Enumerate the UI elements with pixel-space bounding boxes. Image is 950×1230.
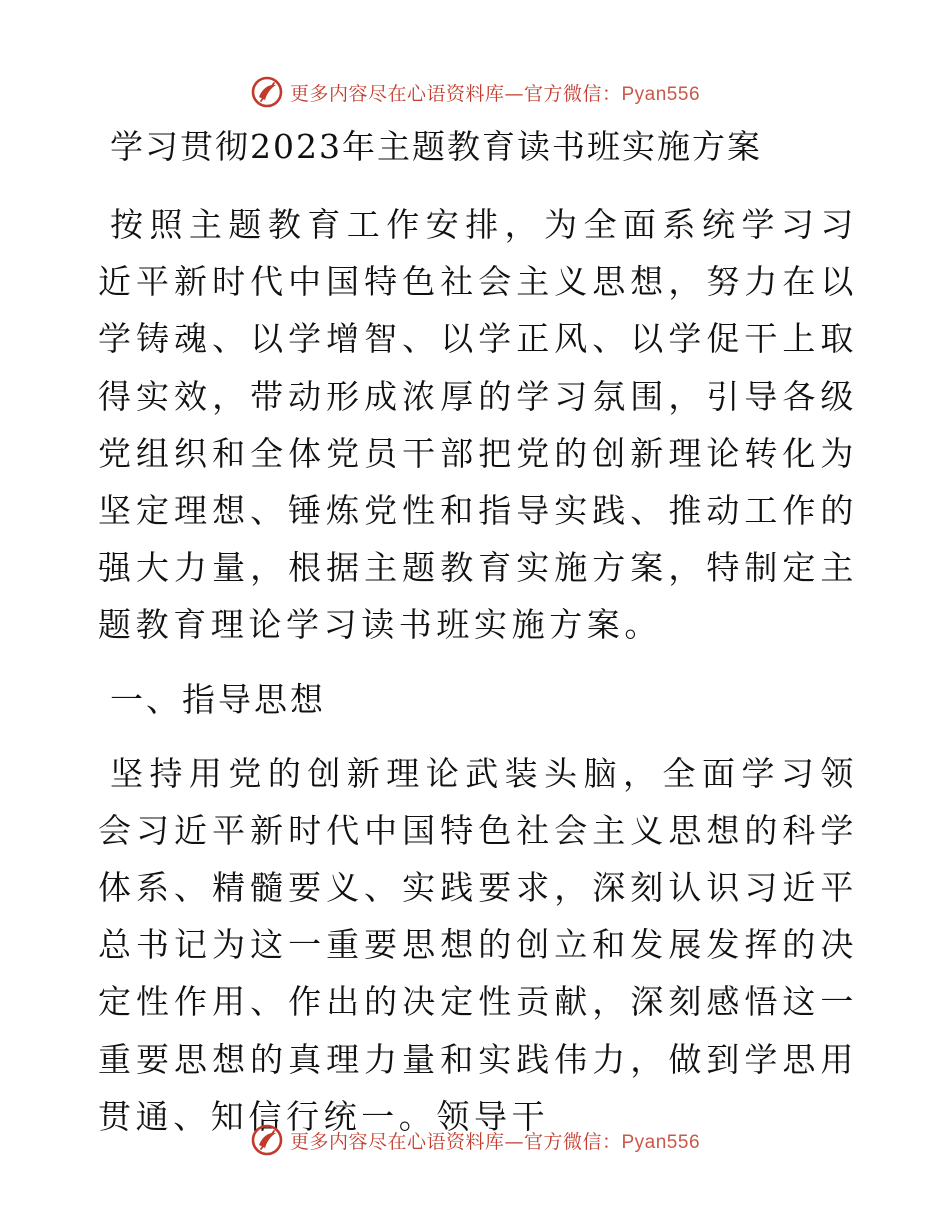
watermark-text — [290, 79, 700, 106]
section-paragraph: 坚持用党的创新理论武装头脑，全面学习领会习近平新时代中国特色社会主义思想的科学体系、精髓要义、实践要求，深刻认识习近平总书记为这一重要思想的创立和发展发挥的决定性作用、作出的决定性贡献，深刻感悟这一重要思想的真理力量和实践伟力，做到学思用贯通、知信行统一。领导干 — [98, 753, 858, 1136]
watermark-wechat-id: Pyan556 — [621, 83, 701, 105]
watermark-wechat-id: Pyan556 — [621, 1131, 701, 1153]
header-watermark — [0, 72, 950, 112]
intro-paragraph: 按照主题教育工作安排，为全面系统学习习近平新时代中国特色社会主义思想，努力在以学铸魂、以学增智、以学正风、以学促干上取得实效，带动形成浓厚的学习氛围，引导各级党组织和全体党员干部把党的创新理论转化为坚定理想、锤炼党性和指导实践、推动工作的强大力量，根据主题教育实施方案，特制定主题教育理论学习读书班实施方案。 — [98, 205, 858, 645]
watermark-label: 更多内容尽在心语资料库—官方微信： — [289, 1130, 622, 1153]
watermark-group — [250, 75, 700, 109]
seal-logo-icon — [250, 1123, 284, 1157]
document-title: 学习贯彻2023年主题教育读书班实施方案 — [110, 127, 762, 166]
watermark-label: 更多内容尽在心语资料库—官方微信： — [289, 82, 622, 105]
watermark-group — [250, 1123, 700, 1157]
seal-logo-icon — [250, 75, 284, 109]
section-heading: 一、指导思想 — [110, 679, 326, 719]
watermark-text — [290, 1127, 700, 1154]
document-body — [98, 124, 858, 1145]
footer-watermark — [0, 1120, 950, 1160]
